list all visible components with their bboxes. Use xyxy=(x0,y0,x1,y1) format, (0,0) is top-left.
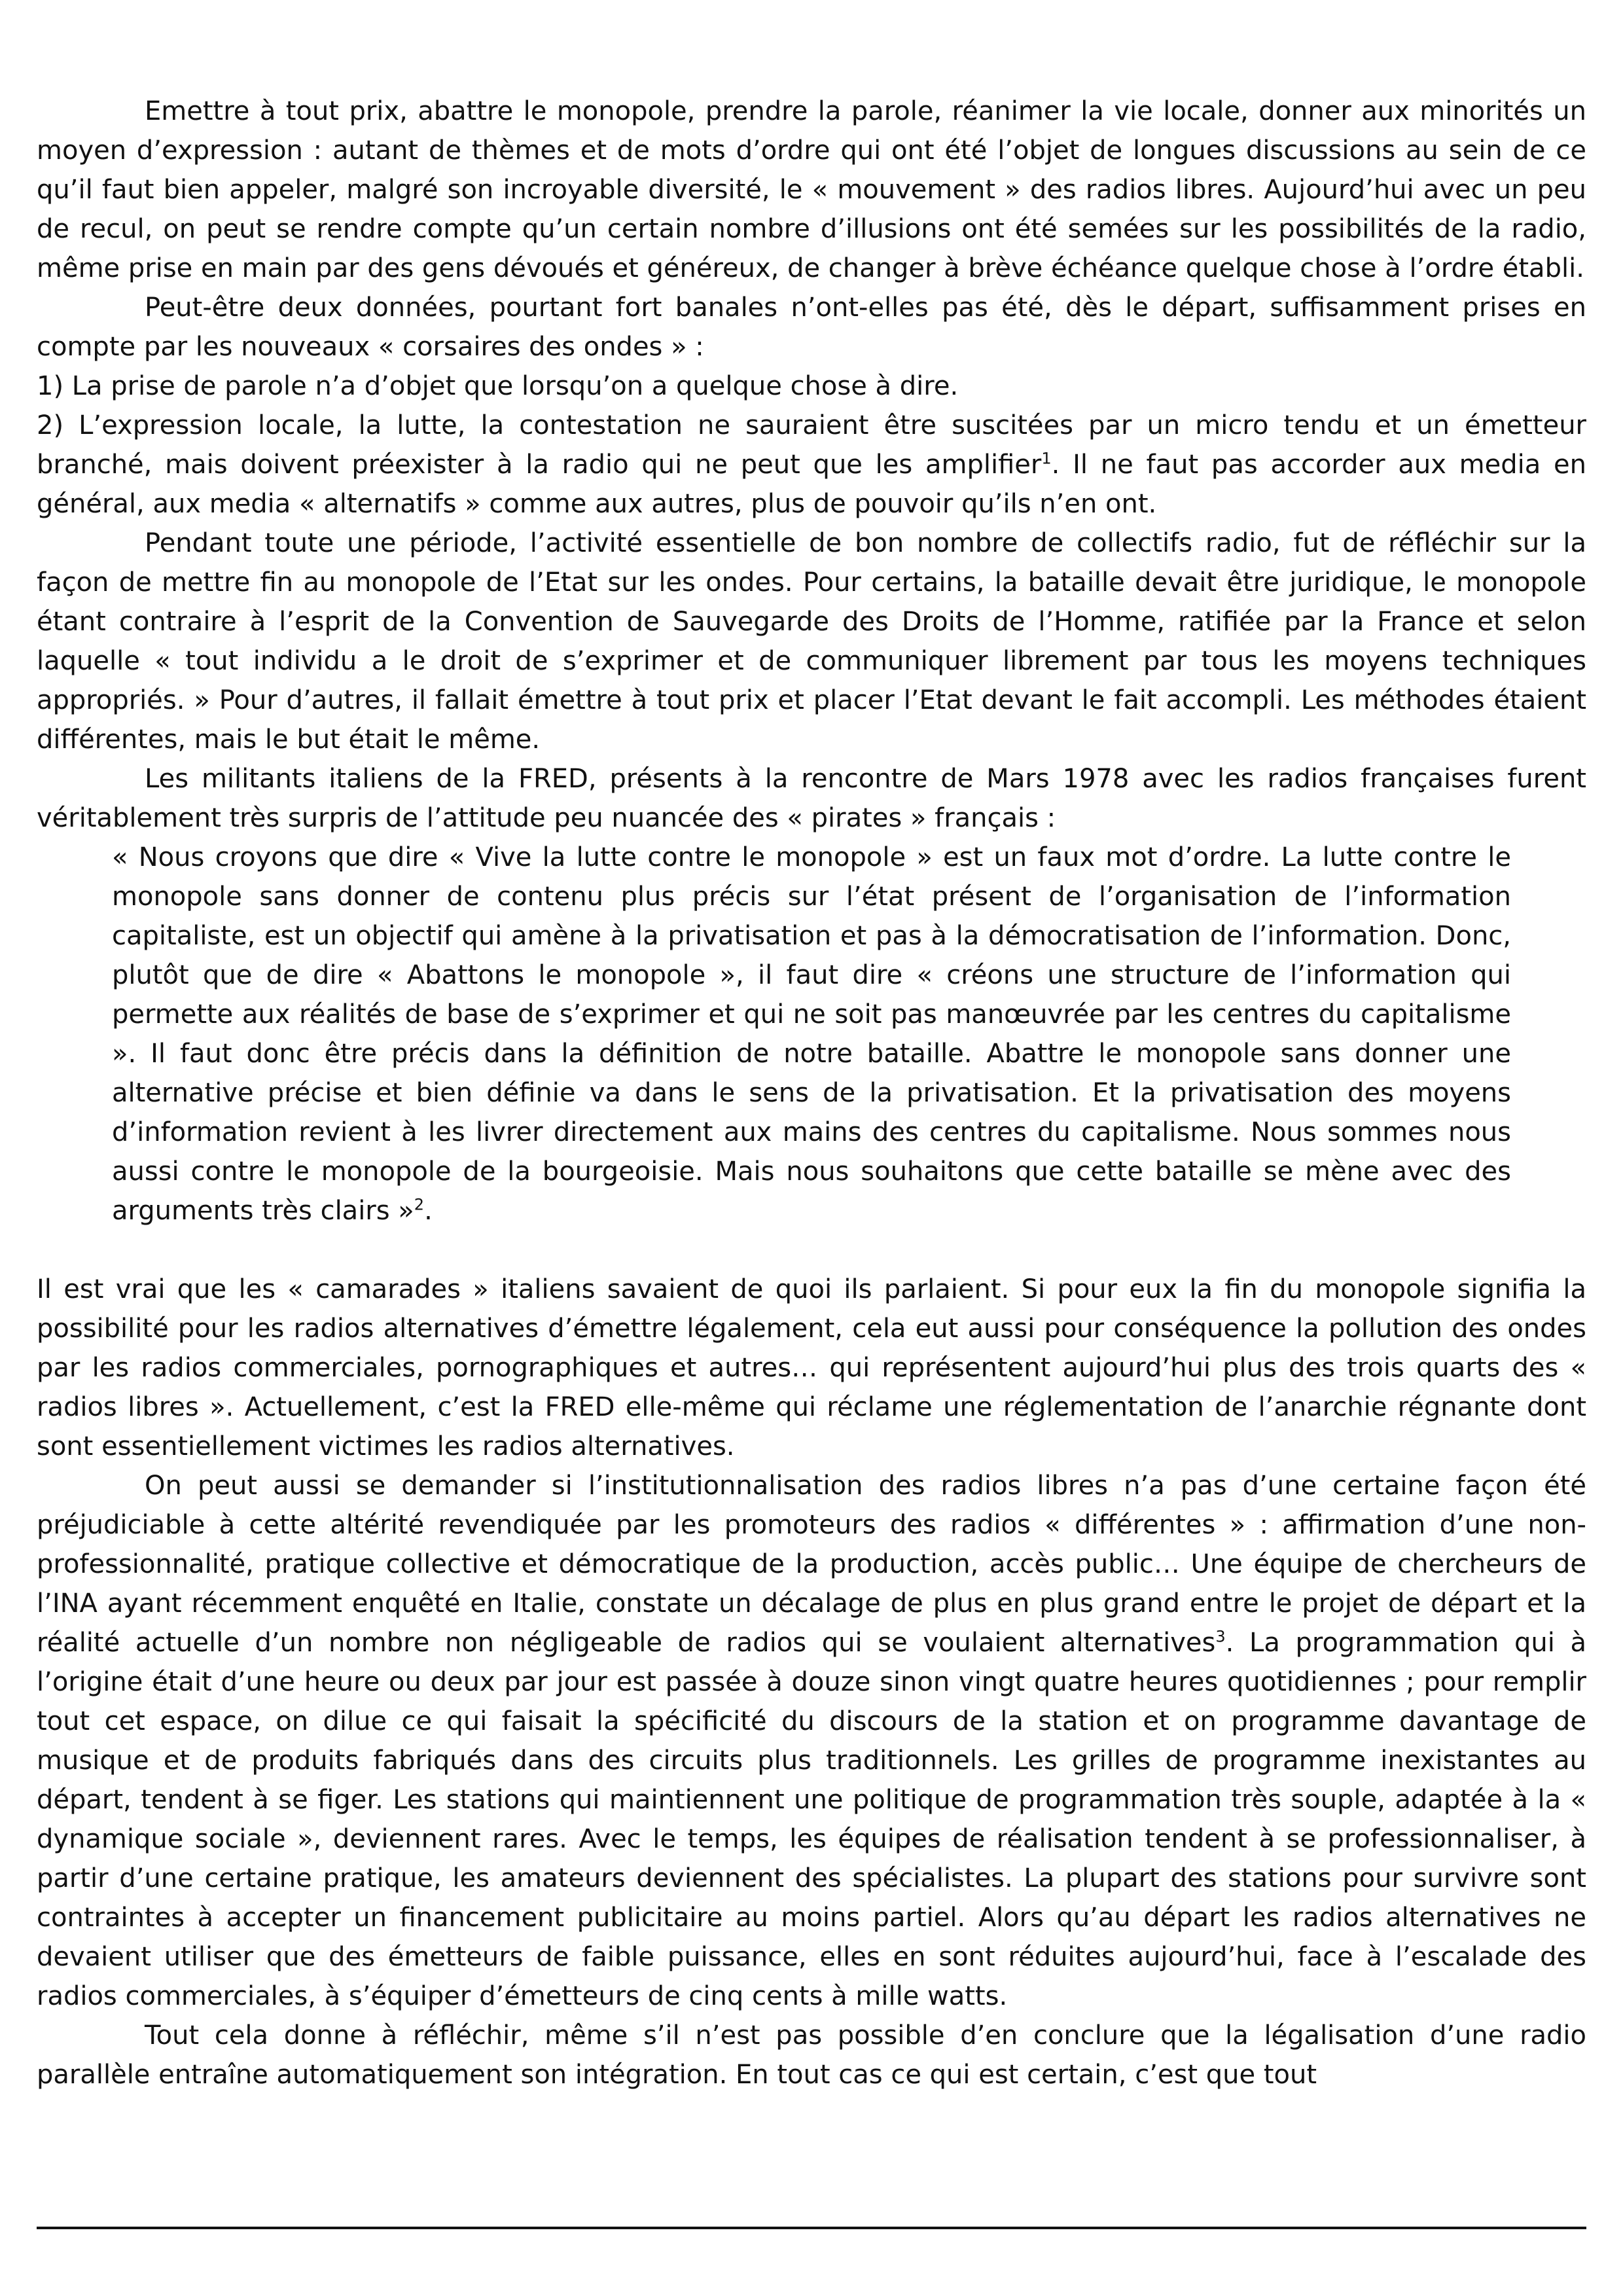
footnote-ref-1: 1 xyxy=(1041,449,1052,468)
list-item-2-continuation: . Il ne faut pas accorder aux media en général, aux media « alternatifs » comme aux autres, plus de pouvoir qu’ils n’en ont. xyxy=(37,450,1587,519)
paragraph-institutionalisation xyxy=(37,1466,1586,2016)
block-quote-text: « Nous croyons que dire « Vive la lutte contre le monopole » est un faux mot d’ordre. La lutte contre le monopole sans donner de contenu plus précis sur l’état présent de l’organisation de l’information capitaliste, est un objectif qui amène à la privatisation et pas à la démocratisation de l’information. Donc, plutôt que de dire « Abattons le monopole », il faut dire « créons une structure de l’information qui permette aux réalités de base de s’exprimer et qui ne soit pas manœuvrée par les centres du capitalisme ». Il faut donc être précis dans la définition de notre bataille. Abattre le monopole sans donner une alternative précise et bien définie va dans le sens de la privatisation. Et la privatisation des moyens d’information revient à les livrer directement aux mains des centres du capitalisme. Nous sommes nous aussi contre le monopole de la bourgeoisie. Mais nous souhaitons que cette bataille se mène avec des arguments très clairs » xyxy=(112,842,1511,1226)
paragraph-intro: Emettre à tout prix, abattre le monopole, prendre la parole, réanimer la vie locale, donner aux minorités un moyen d’expression : autant de thèmes et de mots d’ordre qui ont été l’objet de longues discussions au sein de ce qu’il faut bien appeler, malgré son incroyable diversité, le « mouvement » des radios libres. Aujourd’hui avec un peu de recul, on peut se rendre compte qu’un certain nombre d’illusions ont été semées sur les possibilités de la radio, même prise en main par des gens dévoués et généreux, de changer à brève échéance quelque chose à l’ordre établi. xyxy=(37,96,1586,283)
list-item-2 xyxy=(37,406,1586,524)
block-quote-end: . xyxy=(424,1196,433,1226)
paragraph-institutionalisation-text: On peut aussi se demander si l’institutionnalisation des radios libres n’a pas d’une certaine façon été préjudiciable à cette altérité revendiquée par les promoteurs des radios « différentes » : affirmation d’une non-professionnalité, pratique collective et démocratique de la production, accès public… Une équipe de chercheurs de l’INA ayant récemment enquêté en Italie, constate un décalage de plus en plus grand entre le projet de départ et la réalité actuelle d’un nombre non négligeable de radios qui se voulaient alternatives xyxy=(37,1471,1586,1658)
paragraph-fred: Les militants italiens de la FRED, présents à la rencontre de Mars 1978 avec les radios françaises furent véritablement très surpris de l’attitude peu nuancée des « pirates » français : xyxy=(37,764,1586,833)
list-item-1: 1) La prise de parole n’a d’objet que lorsqu’on a quelque chose à dire. xyxy=(37,371,959,401)
paragraph-italian-comrades: Il est vrai que les « camarades » italiens savaient de quoi ils parlaient. Si pour eux la fin du monopole signifia la possibilité pour les radios alternatives d’émettre légalement, cela eut aussi pour conséquence la pollution des ondes par les radios commerciales, pornographiques et autres… qui représentent aujourd’hui plus des trois quarts des « radios libres ». Actuellement, c’est la FRED elle-même qui réclame une réglementation de l’anarchie régnante dont sont essentiellement victimes les radios alternatives. xyxy=(37,1274,1586,1462)
footnote-ref-2: 2 xyxy=(414,1195,425,1214)
paragraph-conclusion: Tout cela donne à réfléchir, même s’il n’est pas possible d’en conclure que la légalisation d’une radio parallèle entraîne automatiquement son intégration. En tout cas ce qui est certain, c’est que tout xyxy=(37,2020,1586,2090)
document-body xyxy=(37,92,1586,2094)
paragraph-two-data: Peut-être deux données, pourtant fort banales n’ont-elles pas été, dès le départ, suffisamment prises en compte par les nouveaux « corsaires des ondes » : xyxy=(37,293,1586,362)
block-quote xyxy=(112,838,1511,1230)
list-item-2-text: 2) L’expression locale, la lutte, la contestation ne sauraient être suscitées par un micro tendu et un émetteur branché, mais doivent préexister à la radio qui ne peut que les amplifier xyxy=(37,410,1586,480)
footnote-ref-3: 3 xyxy=(1215,1627,1226,1646)
paragraph-monopoly: Pendant toute une période, l’activité essentielle de bon nombre de collectifs radio, fut de réfléchir sur la façon de mettre fin au monopole de l’Etat sur les ondes. Pour certains, la bataille devait être juridique, le monopole étant contraire à l’esprit de la Convention de Sauvegarde des Droits de l’Homme, ratifiée par la France et selon laquelle « tout individu a le droit de s’exprimer et de communiquer librement par tous les moyens techniques appropriés. » Pour d’autres, il fallait émettre à tout prix et placer l’Etat devant le fait accompli. Les méthodes étaient différentes, mais le but était le même. xyxy=(37,528,1586,755)
section-gap xyxy=(37,1230,1586,1270)
footnote-divider xyxy=(37,2227,1586,2229)
paragraph-institutionalisation-continuation: . La programmation qui à l’origine était d’une heure ou deux par jour est passée à douze sinon vingt quatre heures quotidiennes ; pour remplir tout cet espace, on dilue ce qui faisait la spécificité du discours de la station et on programme davantage de musique et de produits fabriqués dans des circuits plus traditionnels. Les grilles de programme inexistantes au départ, tendent à se figer. Les stations qui maintiennent une politique de programmation très souple, adaptée à la « dynamique sociale », deviennent rares. Avec le temps, les équipes de réalisation tendent à se professionnaliser, à partir d’une certaine pratique, les amateurs deviennent des spécialistes. La plupart des stations pour survivre sont contraintes à accepter un financement publicitaire au moins partiel. Alors qu’au départ les radios alternatives ne devaient utiliser que des émetteurs de faible puissance, elles en sont réduites aujourd’hui, face à l’escalade des radios commerciales, à s’équiper d’émetteurs de cinq cents à mille watts. xyxy=(37,1628,1587,2011)
